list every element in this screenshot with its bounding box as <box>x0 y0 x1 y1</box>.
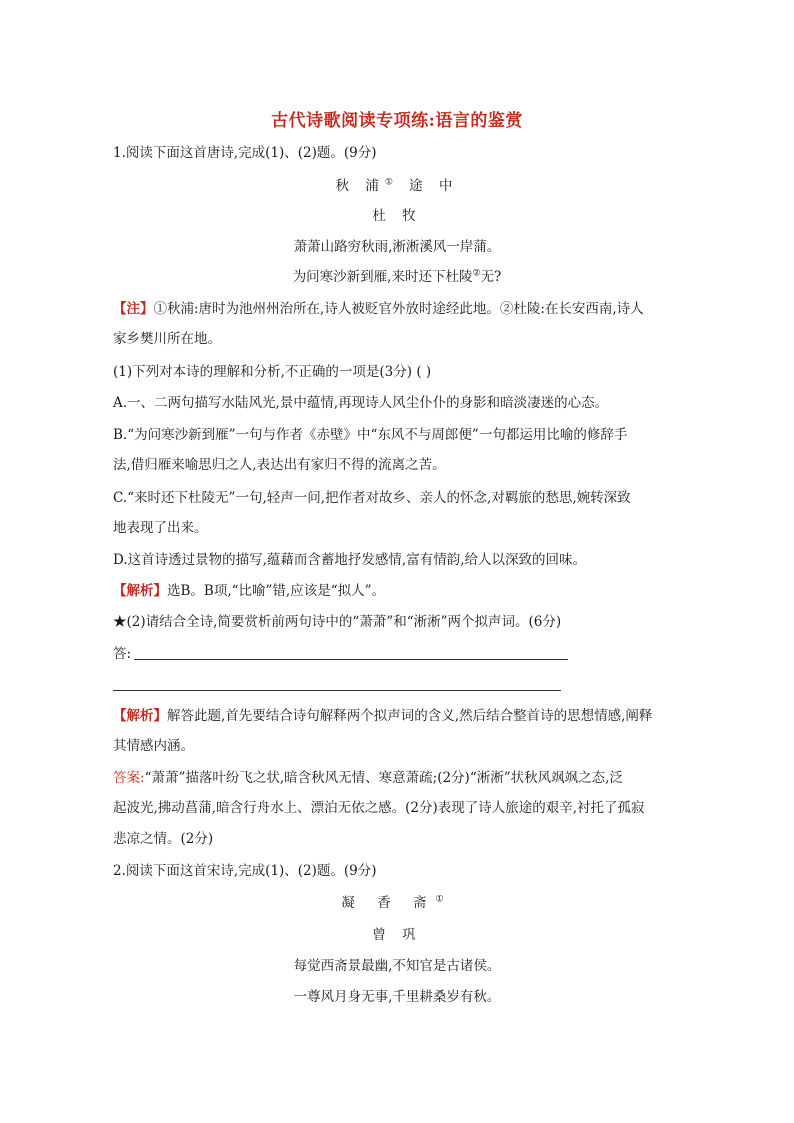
footnote-mark-2: ② <box>472 268 481 279</box>
option-c-line-1: C.“来时还下杜陵无”一句,轻声一问,把作者对故乡、亲人的怀念,对羁旅的愁思,婉转深致 <box>113 490 631 506</box>
sub-question-1: (1)下列对本诗的理解和分析,不正确的一项是(3分) ( ) <box>113 364 432 380</box>
analysis-2-text: 解答此题,首先要结合诗句解释两个拟声词的含义,然后结合整首诗的思想情感,阐释 <box>167 708 653 724</box>
note-text-1: ①秋浦:唐时为池州州治所在,诗人被贬官外放时途经此地。②杜陵:在长安西南,诗人 <box>153 301 644 317</box>
answer-line-3: 悲凉之情。(2分) <box>113 831 214 847</box>
answer-blank-line-1 <box>134 659 568 660</box>
note-line-2: 家乡樊川所在地。 <box>113 331 221 347</box>
answer-line-2: 起波光,拂动菖蒲,暗含行舟水上、漂泊无依之感。(2分)表现了诗人旅途的艰辛,衬托了孤寂 <box>113 800 645 816</box>
note-line-1 <box>113 299 644 319</box>
poem-1-title-rest: 途 中 <box>398 178 459 194</box>
answer-blank-line-2 <box>113 690 561 691</box>
answer-line-1 <box>113 768 623 788</box>
question-1-prompt: 1.阅读下面这首唐诗,完成(1)、(2)题。(9分) <box>113 145 377 161</box>
poem-2-title-text: 凝 香 斋 <box>341 895 436 911</box>
answer-text-1: “萧萧”描落叶纷飞之状,暗含秋风无情、寒意萧疏;(2分)“淅淅”状秋风飒飒之态,泛 <box>144 770 623 786</box>
analysis-1 <box>113 581 385 601</box>
poem-1-line-2-a: 为问寒沙新到雁,来时还下杜陵 <box>292 269 473 285</box>
footnote-mark-3: ① <box>435 894 453 905</box>
option-b-line-1: B.“为问寒沙新到雁”一句与作者《赤壁》中“东风不与周郎便”一句都运用比喻的修辞手 <box>113 427 628 443</box>
poem-2-author: 曾 巩 <box>372 927 422 943</box>
answer-label: 答: <box>113 646 132 662</box>
option-d: D.这首诗透过景物的描写,蕴藉而含蓄地抒发感情,富有情韵,给人以深致的回味。 <box>113 552 587 568</box>
option-a: A.一、二两句描写水陆风光,景中蕴情,再现诗人风尘仆仆的身影和暗淡凄迷的心态。 <box>113 395 609 411</box>
analysis-2-line-1 <box>113 706 652 726</box>
poem-2-line-2: 一尊风月身无事,千里耕桑岁有秋。 <box>293 989 501 1005</box>
poem-1-title-text: 秋 浦 <box>335 178 385 194</box>
poem-1-line-1: 萧萧山路穷秋雨,淅淅溪风一岸蒲。 <box>293 239 501 255</box>
poem-2-title <box>0 893 794 913</box>
option-b-line-2: 法,借归雁来喻思归之人,表达出有家归不得的流离之苦。 <box>113 457 446 473</box>
option-c-line-2: 地表现了出来。 <box>113 520 208 536</box>
poem-1-line-2 <box>0 267 794 287</box>
footnote-mark-1: ① <box>384 177 399 188</box>
poem-2-line-1: 每觉西斋景最幽,不知官是古诸侯。 <box>293 958 501 974</box>
note-tag: 【注】 <box>113 301 154 317</box>
poem-1-title <box>0 176 794 196</box>
poem-1-line-2-b: 无? <box>480 269 502 285</box>
poem-1-author: 杜 牧 <box>372 208 422 224</box>
page-title: 古代诗歌阅读专项练:语言的鉴赏 <box>271 111 523 131</box>
analysis-tag: 【解析】 <box>113 583 167 599</box>
sub-question-2: ★(2)请结合全诗,简要赏析前两句诗中的“萧萧”和“淅淅”两个拟声词。(6分) <box>113 614 562 630</box>
analysis-2-tag: 【解析】 <box>113 708 167 724</box>
question-2-prompt: 2.阅读下面这首宋诗,完成(1)、(2)题。(9分) <box>113 863 377 879</box>
answer-tag: 答案: <box>113 770 145 786</box>
analysis-1-text: 选B。B项,“比喻”错,应该是“拟人”。 <box>167 583 386 599</box>
analysis-2-line-2: 其情感内涵。 <box>113 738 194 754</box>
